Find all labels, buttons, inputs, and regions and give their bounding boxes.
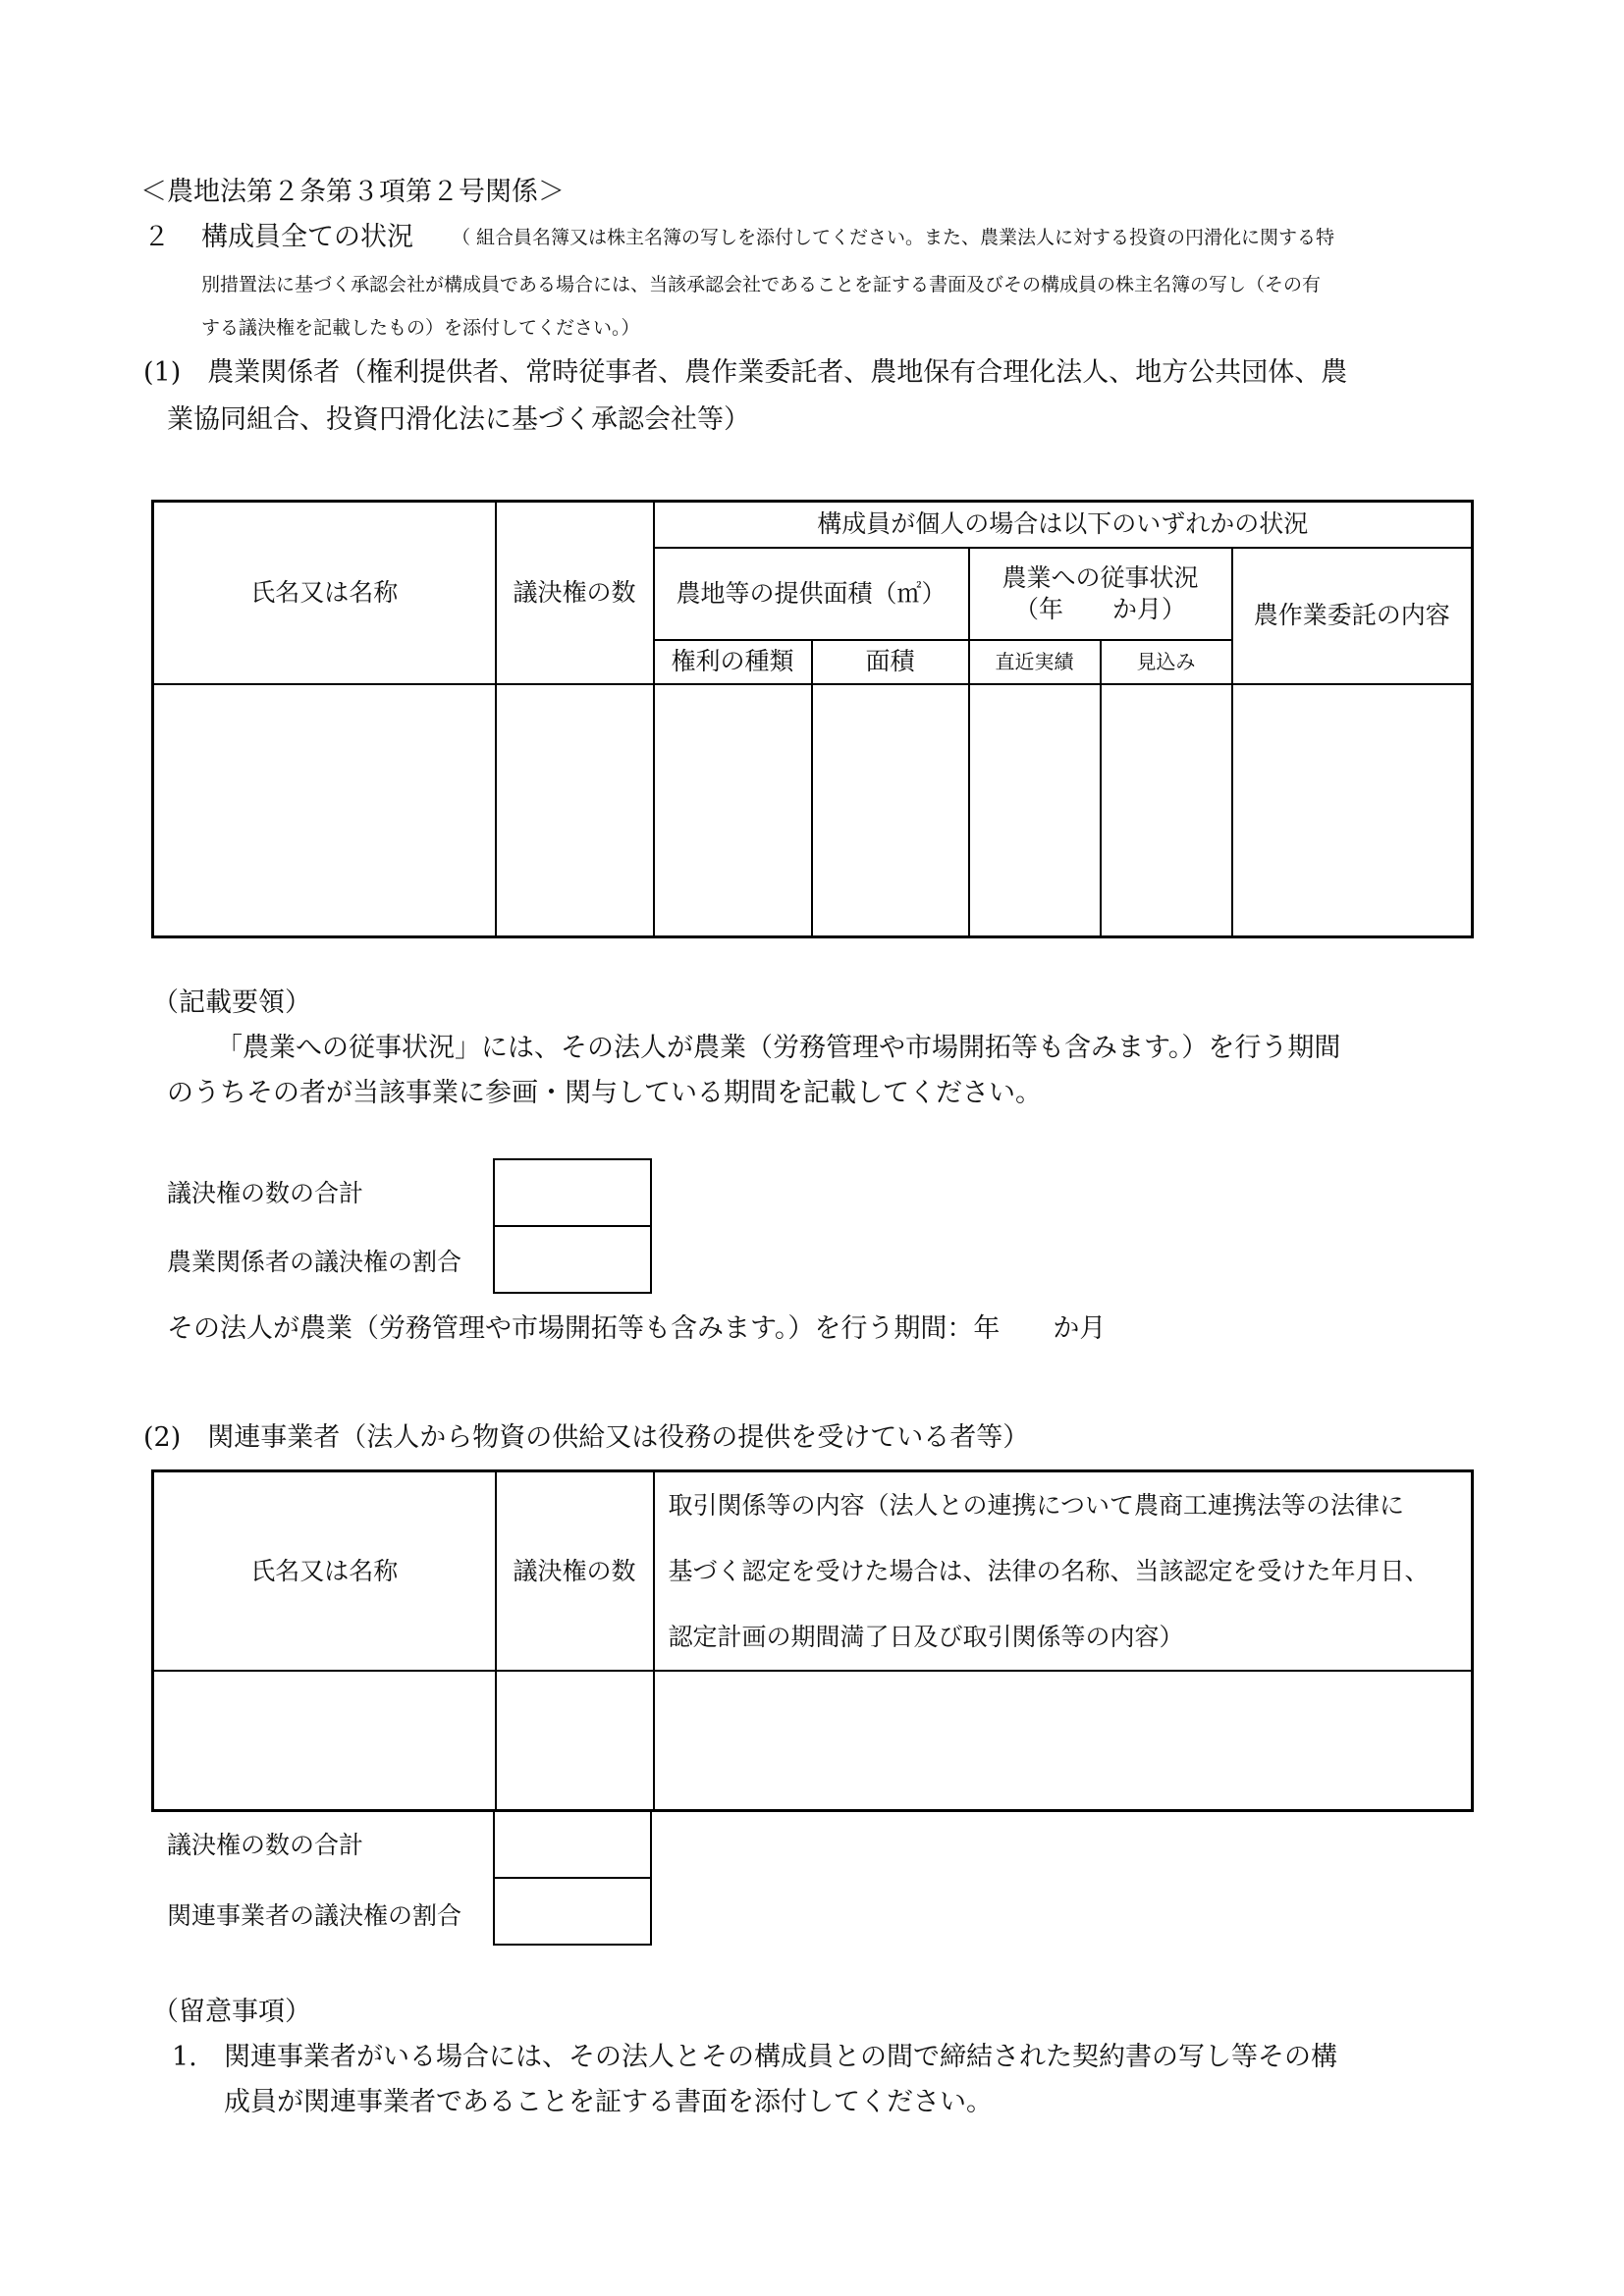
part2-ratio-label: 関連事業者の議決権の割合 xyxy=(167,1901,462,1930)
instructions-line2: のうちその者が当該事業に参画・関与している期間を記載してください。 xyxy=(167,1078,1042,1108)
transaction-line2: 基づく認定を受けた場合は、法律の名称、当該認定を受けた年月日、 xyxy=(668,1557,1430,1585)
farming-period-text: その法人が農業（労務管理や市場開拓等も含みます。）を行う期間：年 か月 xyxy=(167,1313,1107,1344)
col-name-header: 氏名又は名称 xyxy=(153,502,496,684)
notes-title: （留意事項） xyxy=(152,1997,311,2027)
name-cell[interactable] xyxy=(153,684,496,937)
part1-ratio-label: 農業関係者の議決権の割合 xyxy=(167,1248,462,1276)
col-votes-header: 議決権の数 xyxy=(496,502,654,684)
part1-heading-line1: (1) 農業関係者（権利提供者、常時従事者、農作業委託者、農地保有合理化法人、地方公共団体、農 xyxy=(143,357,1348,388)
t2-col-name-header: 氏名又は名称 xyxy=(153,1471,496,1672)
recent-header: 直近実績 xyxy=(969,640,1101,684)
instructions-title: （記載要領） xyxy=(152,988,311,1018)
recent-cell[interactable] xyxy=(969,684,1101,937)
area-cell[interactable] xyxy=(812,684,969,937)
expected-cell[interactable] xyxy=(1101,684,1232,937)
part1-total-votes-box[interactable] xyxy=(493,1158,652,1227)
section-title: 構成員全ての状況 xyxy=(201,222,413,252)
expected-header: 見込み xyxy=(1101,640,1232,684)
section-number: ２ xyxy=(143,222,170,252)
transaction-cell[interactable] xyxy=(654,1671,1473,1810)
right-type-header: 権利の種類 xyxy=(654,640,812,684)
part1-ratio-box[interactable] xyxy=(493,1225,652,1294)
instructions-line1: 「農業への従事状況」には、その法人が農業（労務管理や市場開拓等も含みます。）を行う期間 xyxy=(216,1033,1341,1063)
t2-votes-cell[interactable] xyxy=(496,1671,654,1810)
farm-status-line2: （年 か月） xyxy=(1013,594,1186,623)
notes-item1-line2: 成員が関連事業者であることを証する書面を添付してください。 xyxy=(224,2087,993,2117)
t2-name-cell[interactable] xyxy=(153,1671,496,1810)
part2-total-votes-box[interactable] xyxy=(493,1810,652,1879)
right-type-cell[interactable] xyxy=(654,684,812,937)
farm-status-header xyxy=(969,548,1232,640)
notes-item1-number: 1. xyxy=(172,2042,197,2072)
part2-total-votes-label: 議決権の数の合計 xyxy=(167,1831,364,1859)
part1-heading-line2: 業協同組合、投資円滑化法に基づく承認会社等） xyxy=(167,404,750,435)
part2-heading: (2) 関連事業者（法人から物資の供給又は役務の提供を受けている者等） xyxy=(143,1422,1030,1453)
transaction-line1: 取引関係等の内容（法人との連携について農商工連携法等の法律に xyxy=(668,1491,1405,1520)
transaction-line3: 認定計画の期間満了日及び取引関係等の内容） xyxy=(668,1623,1184,1651)
notes-item1-line1: 関連事業者がいる場合には、その法人とその構成員との間で締結された契約書の写し等その構 xyxy=(224,2042,1337,2072)
individual-status-header: 構成員が個人の場合は以下のいずれかの状況 xyxy=(654,502,1473,548)
law-reference: ＜農地法第２条第３項第２号関係＞ xyxy=(140,177,565,207)
section-note-line1: （ 組合員名簿又は株主名簿の写しを添付してください。また、農業法人に対する投資の円滑化に関する特 xyxy=(452,227,1335,248)
farm-status-line1: 農業への従事状況 xyxy=(1001,562,1199,592)
section-note-line3: する議決権を記載したもの）を添付してください。） xyxy=(201,317,640,339)
t2-col-votes-header: 議決権の数 xyxy=(496,1471,654,1672)
transaction-header xyxy=(654,1471,1473,1672)
agricultural-members-table xyxy=(151,500,1474,938)
related-business-table xyxy=(151,1469,1474,1812)
area-header: 面積 xyxy=(812,640,969,684)
part2-ratio-box[interactable] xyxy=(493,1877,652,1946)
entrust-header: 農作業委託の内容 xyxy=(1232,548,1473,684)
section-note-line2: 別措置法に基づく承認会社が構成員である場合には、当該承認会社であることを証する書面及びその構成員の株主名簿の写し（その有 xyxy=(201,274,1322,295)
entrust-cell[interactable] xyxy=(1232,684,1473,937)
votes-cell[interactable] xyxy=(496,684,654,937)
part1-total-votes-label: 議決権の数の合計 xyxy=(167,1179,364,1207)
land-area-header: 農地等の提供面積（㎡） xyxy=(654,548,969,640)
